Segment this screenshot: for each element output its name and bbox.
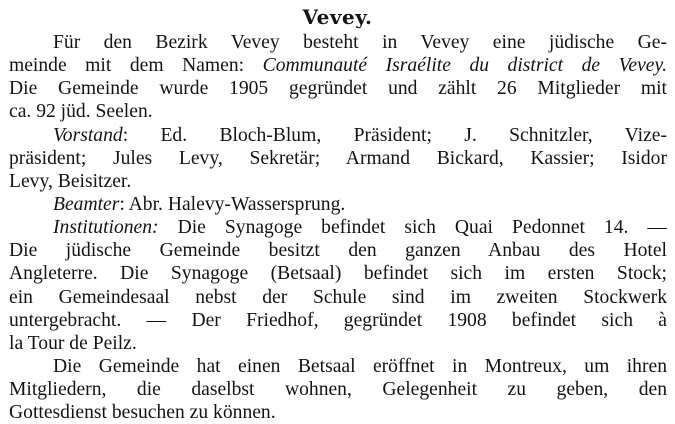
text-line (9, 239, 667, 262)
document-body (9, 31, 667, 424)
text-line (9, 54, 667, 77)
text-segment: untergebracht. — Der Friedhof, gegründet 1908 befindet sich à (9, 309, 667, 331)
section-title: Vevey. (302, 5, 373, 29)
text-segment: la Tour de Peilz. (9, 332, 137, 354)
text-line (9, 124, 667, 147)
text-line (9, 355, 667, 378)
text-line (9, 286, 667, 309)
italic-label: Vorstand (53, 124, 123, 146)
text-segment: Die Gemeinde wurde 1905 gegründet und zählt 26 Mitglieder mit (9, 78, 667, 100)
text-line (9, 100, 667, 123)
italic-label: Beamter (53, 193, 120, 215)
text-segment: Angleterre. Die Synagoge (Betsaal) befindet sich im ersten Stock; (9, 263, 667, 285)
text-line (9, 401, 667, 424)
text-segment: ein Gemeindesaal nebst der Schule sind im zweiten Stockwerk (9, 286, 667, 308)
text-segment: : Abr. Halevy-Wassersprung. (119, 193, 346, 215)
text-segment: Gottesdienst besuchen zu können. (9, 402, 276, 424)
text-segment: Mitgliedern, die daselbst wohnen, Gelegenheit zu geben, den (9, 379, 667, 401)
text-line (9, 31, 667, 54)
text-segment: Die Synagoge befindet sich Quai Pedonnet 14. — (158, 217, 667, 239)
text-line (9, 170, 667, 193)
text-segment: Levy, Beisitzer. (9, 170, 132, 192)
text-line (9, 147, 667, 170)
text-line (9, 77, 667, 100)
text-segment: präsident; Jules Levy, Sekretär; Armand Bickard, Kassier; Isidor (9, 147, 667, 169)
text-line (9, 332, 667, 355)
text-line (9, 309, 667, 332)
text-segment: Die jüdische Gemeinde besitzt den ganzen Anbau des Hotel (9, 240, 667, 262)
italic-label: Institutionen: (53, 217, 159, 239)
text-line (9, 216, 667, 239)
text-line (9, 193, 667, 216)
text-segment: meinde mit dem Namen: (9, 55, 263, 77)
text-line (9, 262, 667, 285)
text-segment: ca. 92 jüd. Seelen. (9, 101, 153, 123)
text-segment: Für den Bezirk Vevey besteht in Vevey eine jüdische Ge- (53, 32, 667, 53)
text-segment: Die Gemeinde hat einen Betsaal eröffnet in Montreux, um ihren (53, 355, 667, 377)
text-line (9, 378, 667, 401)
italic-label: Communauté Israélite du district de Vevey. (262, 55, 667, 77)
text-segment: : Ed. Bloch-Blum, Präsident; J. Schnitzler, Vize- (122, 124, 667, 146)
